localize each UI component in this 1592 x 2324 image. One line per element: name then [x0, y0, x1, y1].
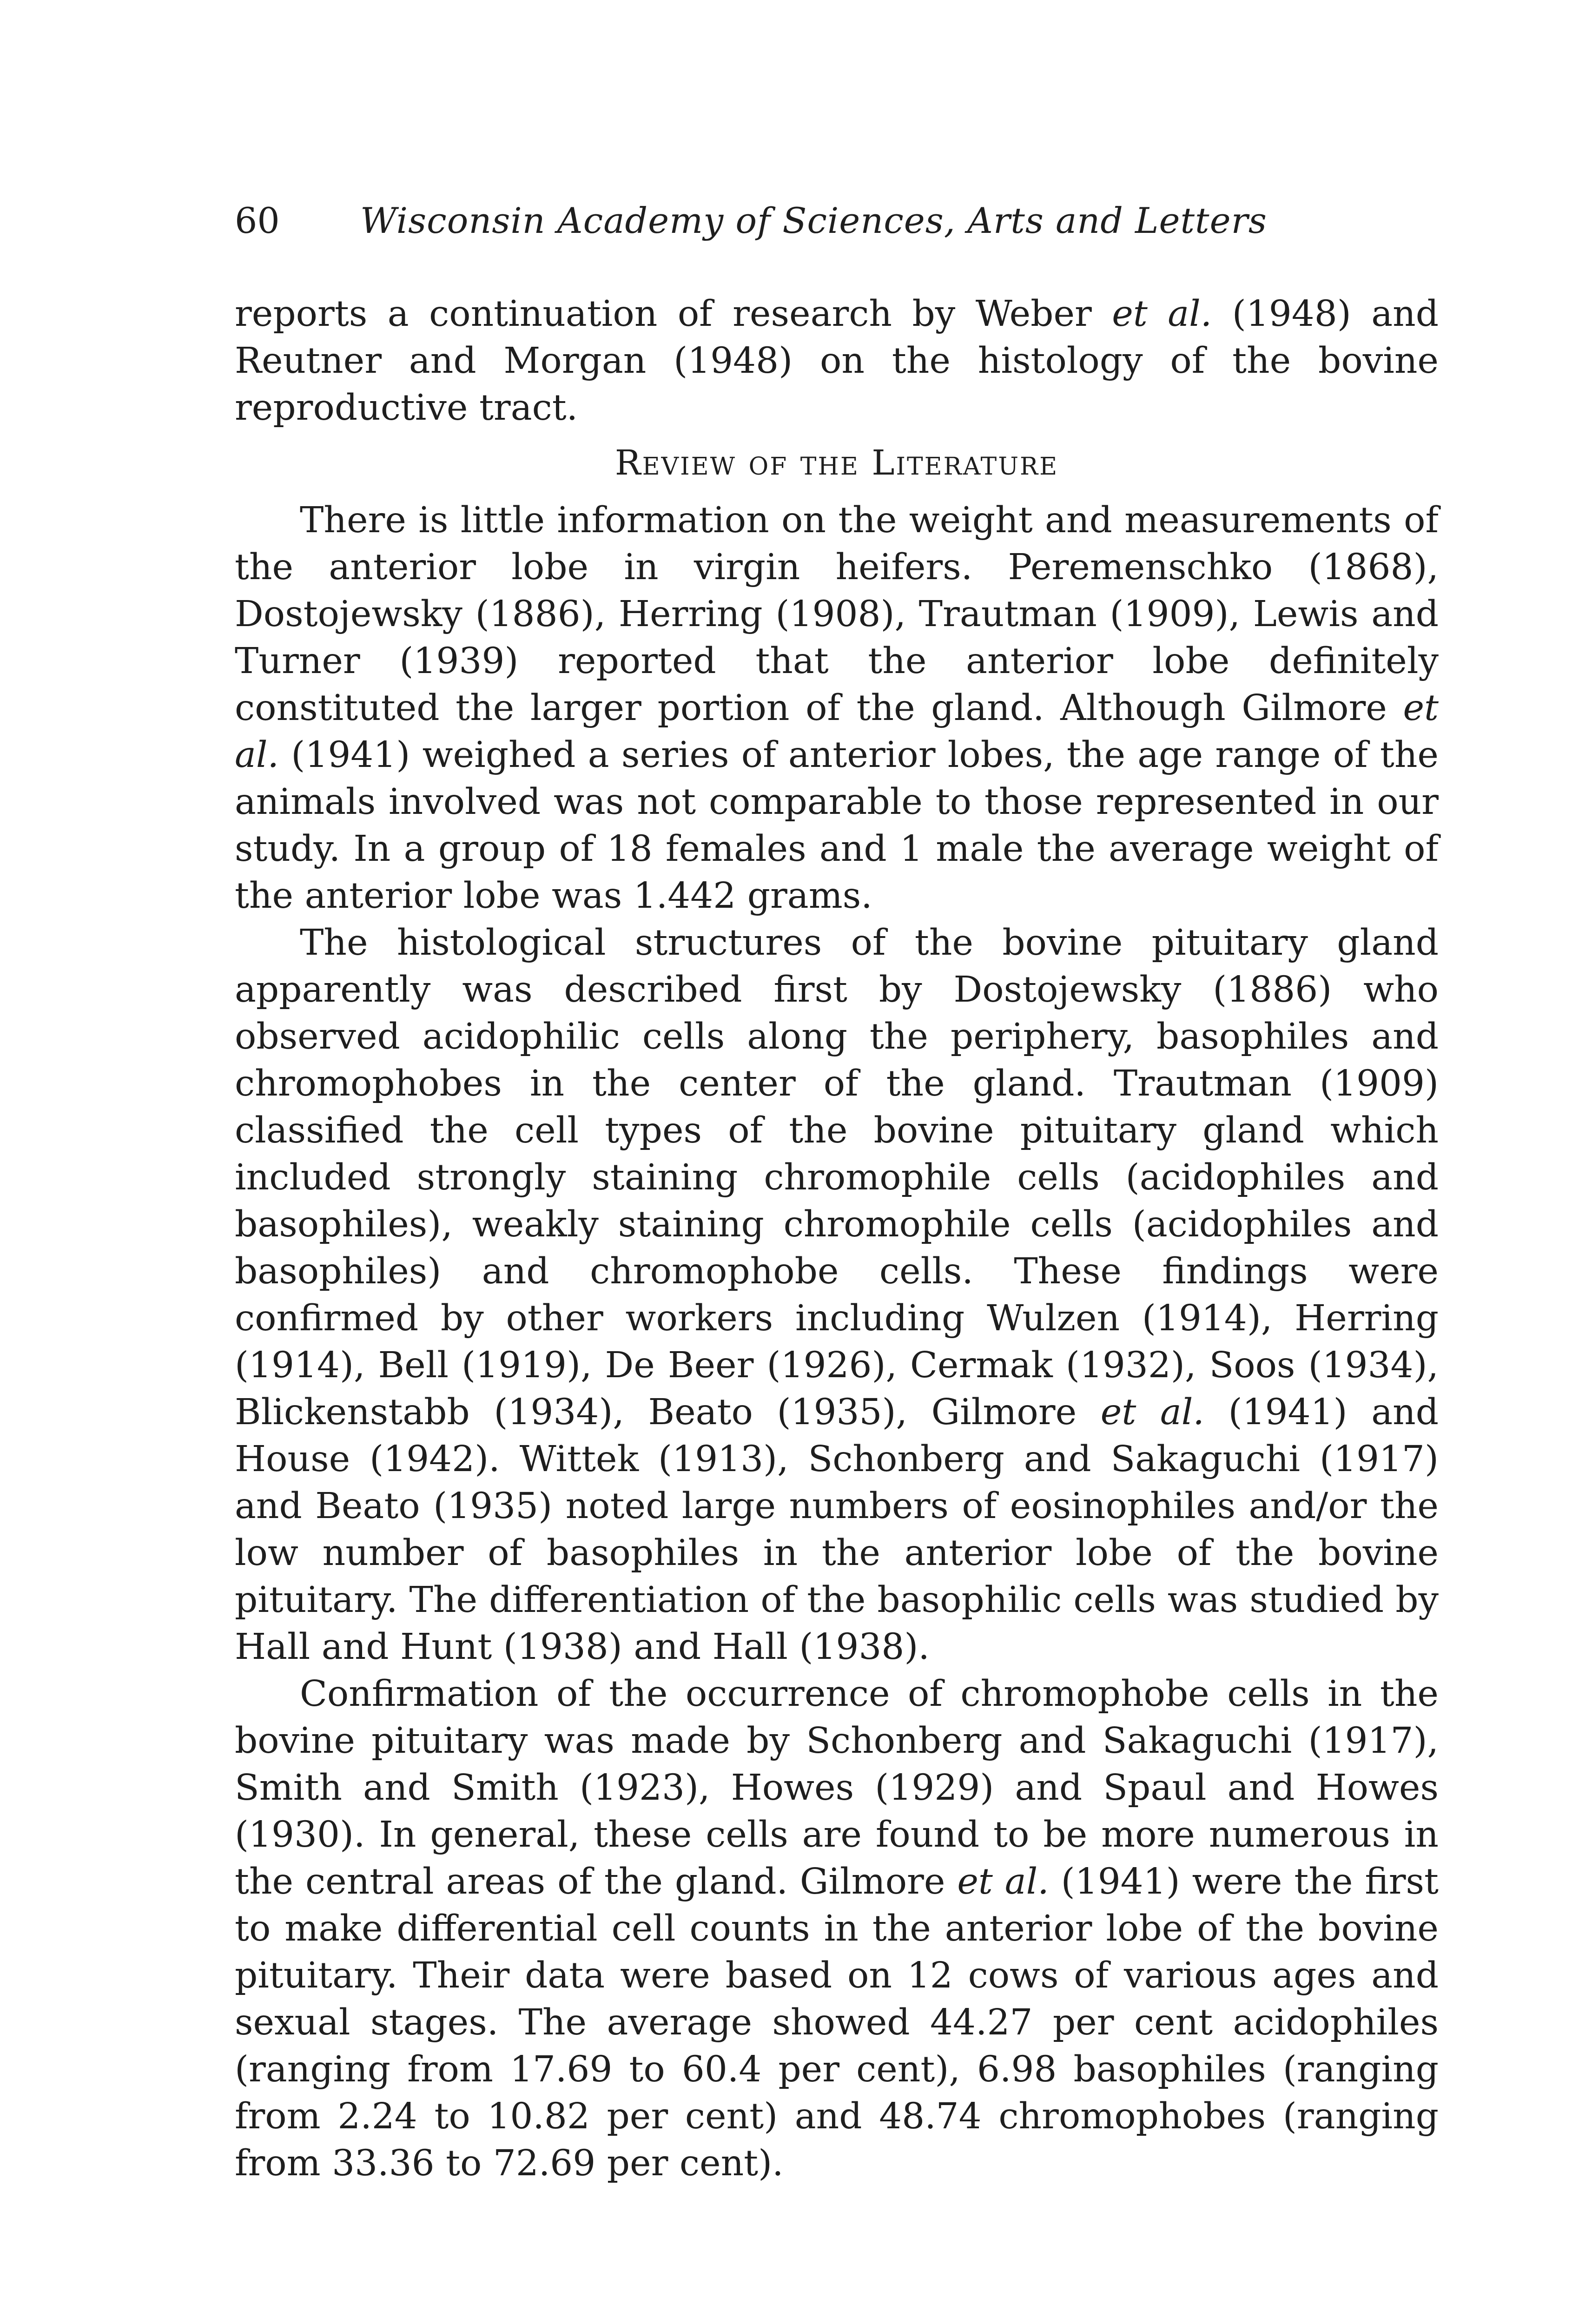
running-head: Wisconsin Academy of Sciences, Arts and Letters [360, 200, 1267, 241]
body-text [235, 290, 1439, 2187]
paragraph-2-text-b: (1941) and House (1942). Wittek (1913), Schonberg and Sakaguchi (1917) and Beato (1935) noted large numbers of eosinophiles and/or the low number of basophiles in the anterior lobe of the bovine pituitary. The differentiation of the basophilic cells was studied by Hall and Hunt (1938) and Hall (1938). [235, 1392, 1439, 1668]
intro-paragraph [235, 290, 1439, 431]
paragraph-3-text-a: Confirmation of the occurrence of chromophobe cells in the bovine pituitary was made by Schonberg and Sakaguchi (1917), Smith and Smith (1923), Howes (1929) and Spaul and Howes (1930). In general, these cells are found to be more numerous in the central areas of the gland. Gilmore [235, 1673, 1439, 1902]
intro-et-al: et al. [1112, 293, 1212, 335]
section-heading: Review of the Literature [614, 443, 1059, 483]
paragraph-3-et-al: et al. [957, 1861, 1049, 1902]
page-header [235, 195, 1313, 246]
paragraph-1-text-b: (1941) weighed a series of anterior lobes, the age range of the animals involved was not comparable to those represented in our study. In a group of 18 females and 1 male the average weight of the anterior lobe was 1.442 grams. [235, 734, 1439, 917]
paragraph-2 [235, 919, 1439, 1670]
page-number: 60 [235, 200, 280, 241]
paragraph-1 [235, 497, 1439, 919]
intro-text-a: reports a continuation of research by Weber [235, 293, 1112, 335]
paragraph-2-text-a: The histological structures of the bovine pituitary gland apparently was described first by Dostojewsky (1886) who observed acidophilic cells along the periphery, basophiles and chromophobes in the center of the gland. Trautman (1909) classified the cell types of the bovine pituitary gland which included strongly staining chromophile cells (acidophiles and basophiles), weakly staining chromophile cells (acidophiles and basophiles) and chromophobe cells. These findings were confirmed by other workers including Wulzen (1914), Herring (1914), Bell (1919), De Beer (1926), Cermak (1932), Soos (1934), Blickenstabb (1934), Beato (1935), Gilmore [235, 922, 1439, 1433]
paragraph-3-text-b: (1941) were the first to make differential cell counts in the anterior lobe of the bovine pituitary. Their data were based on 12 cows of various ages and sexual stages. The average showed 44.27 per cent acidophiles (ranging from 17.69 to 60.4 per cent), 6.98 basophiles (ranging from 2.24 to 10.82 per cent) and 48.74 chromophobes (ranging from 33.36 to 72.69 per cent). [235, 1861, 1439, 2184]
paragraph-3 [235, 1670, 1439, 2187]
paragraph-2-et-al: et al. [1100, 1392, 1204, 1433]
paragraph-1-et-al: et al. [235, 687, 1439, 776]
paragraph-1-text-a: There is little information on the weight and measurements of the anterior lobe in virgin heifers. Peremenschko (1868), Dostojewsky (1886), Herring (1908), Trautman (1909), Lewis and Turner (1939) reported that the anterior lobe definitely constituted the larger portion of the gland. Although Gilmore [235, 500, 1439, 729]
intro-text-b: (1948) and Reutner and Morgan (1948) on the histology of the bovine reproductive tract. [235, 293, 1439, 429]
